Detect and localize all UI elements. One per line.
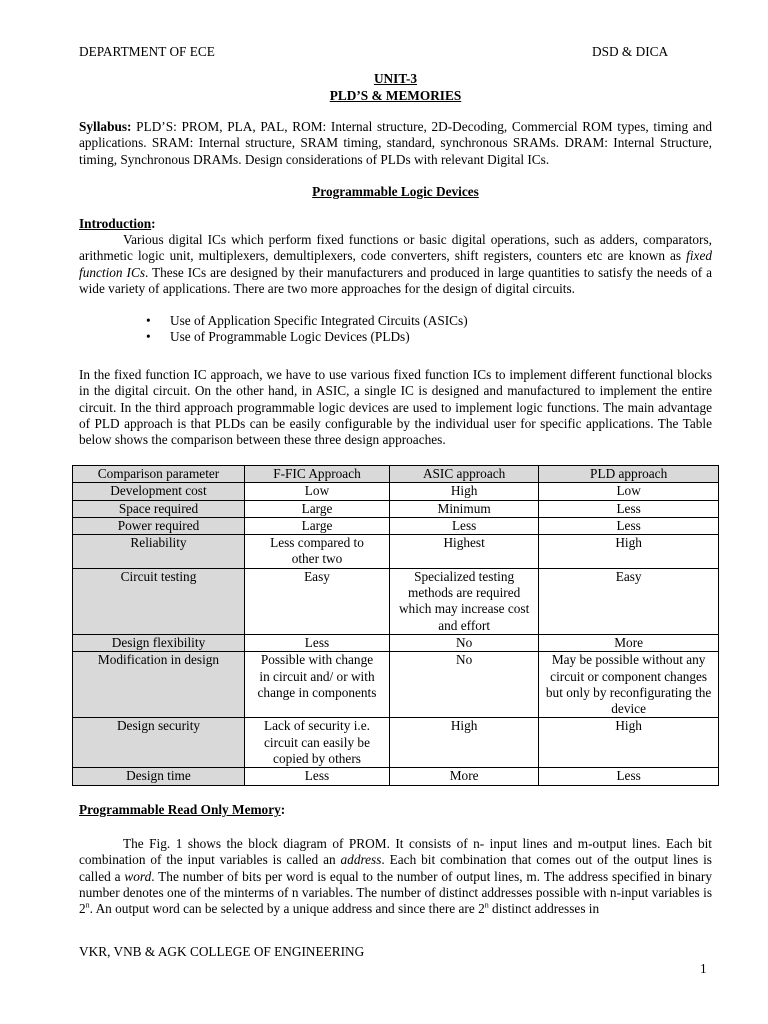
unit-title: PLD’S & MEMORIES (329, 88, 462, 103)
table-cell: Development cost (73, 483, 245, 500)
approach-list (140, 313, 468, 346)
intro-heading-colon: : (151, 216, 156, 231)
prom-emphasis-word: word (124, 868, 152, 884)
table-cell: Large (245, 500, 390, 517)
table-cell: Reliability (73, 535, 245, 569)
table-cell: Modification in design (73, 652, 245, 718)
table-header-cell: ASIC approach (389, 466, 538, 483)
prom-emphasis-address: address (340, 852, 382, 868)
table-row (73, 634, 719, 651)
prom-superscript: n (484, 900, 489, 910)
table-header-row (73, 466, 719, 483)
prom-superscript: n (85, 900, 90, 910)
table-row (73, 517, 719, 534)
table-cell: Low (245, 483, 390, 500)
list-item: • Use of Application Specific Integrated Circuits (ASICs) (140, 313, 468, 329)
syllabus-paragraph (79, 119, 712, 168)
prom-heading-colon: : (280, 802, 286, 817)
table-cell: Large (245, 517, 390, 534)
table-cell: More (389, 768, 538, 785)
table-row (73, 718, 719, 768)
intro-text-a: Various digital ICs which perform fixed functions or basic digital operations, such as adders, comparators, arithmetic logic unit, multiplexers, demultiplexers, code converters, shift registers, counters etc are known as (79, 232, 712, 264)
list-item: • Use of Programmable Logic Devices (PLDs) (140, 329, 468, 345)
unit-title-block (79, 70, 712, 104)
table-cell: Possible with change in circuit and/ or with change in components (245, 652, 390, 718)
table-cell: Less (539, 517, 719, 534)
table-cell: High (389, 483, 538, 500)
syllabus-label: Syllabus: (79, 119, 132, 134)
table-cell: High (539, 535, 719, 569)
table-header-cell: F-FIC Approach (245, 466, 390, 483)
table-row (73, 500, 719, 517)
table-cell: Design time (73, 768, 245, 785)
intro-heading (79, 216, 156, 232)
prom-paragraph (79, 836, 712, 917)
table-cell: High (389, 718, 538, 768)
prom-text-e: distinct addresses in (488, 901, 600, 917)
table-cell: Less (389, 517, 538, 534)
table-row (73, 483, 719, 500)
table-cell: Easy (245, 568, 390, 634)
prom-text-d: . An output word can be selected by a unique address and since there are 2 (89, 901, 485, 917)
prom-text-c: . The number of bits per word is equal to the number of output lines, m. The address specified in binary number denotes one of the minterms of n variables. The number of distinct addresses possible with n-input variables is 2 (79, 868, 713, 917)
comparison-paragraph: In the fixed function IC approach, we have to use various fixed function ICs to implement different functional blocks in the digital circuit. On the other hand, in ASIC, a single IC is designed and manufactured to implement the entire circuit. In the third approach programmable logic devices are used to implement logic functions. The main advantage of PLD approach is that PLDs can be easily configurable by the individual user for specific applications. The Table below shows the comparison between these three design approaches. (79, 367, 712, 448)
table-row (73, 768, 719, 785)
prom-text-a: The Fig. 1 shows the block diagram of PROM. It consists of n- input lines and m-output lines. Each bit combination of the input variables is called an (79, 836, 712, 868)
table-cell: Highest (389, 535, 538, 569)
table-cell: Design flexibility (73, 634, 245, 651)
table-cell: May be possible without any circuit or component changes but only by reconfigurating the device (539, 652, 719, 718)
table-cell: Specialized testing methods are required which may increase cost and effort (389, 568, 538, 634)
table-cell: Less (539, 768, 719, 785)
intro-paragraph (79, 232, 712, 297)
table-cell: More (539, 634, 719, 651)
table-row (73, 568, 719, 634)
table-cell: No (389, 652, 538, 718)
page-number: 1 (700, 961, 707, 976)
table-cell: Less compared to other two (245, 535, 390, 569)
table-row (73, 652, 719, 718)
table-cell: Less (539, 500, 719, 517)
table-cell: Lack of security i.e. circuit can easily be copied by others (245, 718, 390, 768)
header-course: DSD & DICA (592, 44, 669, 59)
table-cell: Circuit testing (73, 568, 245, 634)
unit-number: UNIT-3 (373, 71, 418, 86)
table-cell: Design security (73, 718, 245, 768)
table-cell: Minimum (389, 500, 538, 517)
intro-heading-text: Introduction (79, 216, 152, 231)
table-cell: Easy (539, 568, 719, 634)
table-row (73, 535, 719, 569)
prom-heading (79, 802, 285, 818)
table-header-cell: PLD approach (539, 466, 719, 483)
table-cell: Less (245, 768, 390, 785)
table-header-cell: Comparison parameter (73, 466, 245, 483)
syllabus-text: PLD’S: PROM, PLA, PAL, ROM: Internal structure, 2D-Decoding, Commercial ROM types, timing and applications. SRAM: Internal structure, SRAM timing, standard, synchronous SRAMs. DRAM: Internal Structure, timing, Synchronous DRAMs. Design considerations of PLDs with relevant Digital ICs. (79, 119, 712, 167)
table-cell: Space required (73, 500, 245, 517)
prom-heading-text: Programmable Read Only Memory (79, 802, 281, 817)
table-cell: Less (245, 634, 390, 651)
intro-text-b: . These ICs are designed by their manufacturers and produced in large quantities to satisfy the needs of a wide variety of applications. There are two more approaches for the design of digital circuits. (79, 264, 712, 296)
section-title-pld: Programmable Logic Devices (312, 184, 479, 199)
table-cell: Low (539, 483, 719, 500)
table-cell: High (539, 718, 719, 768)
table-cell: No (389, 634, 538, 651)
comparison-table (72, 465, 719, 786)
header-department: DEPARTMENT OF ECE (79, 44, 215, 59)
footer-college: VKR, VNB & AGK COLLEGE OF ENGINEERING (79, 944, 365, 959)
intro-emphasis: fixed function ICs (79, 248, 712, 280)
table-cell: Power required (73, 517, 245, 534)
prom-text-b: . Each bit combination that comes out of the output lines is called a (79, 852, 712, 884)
